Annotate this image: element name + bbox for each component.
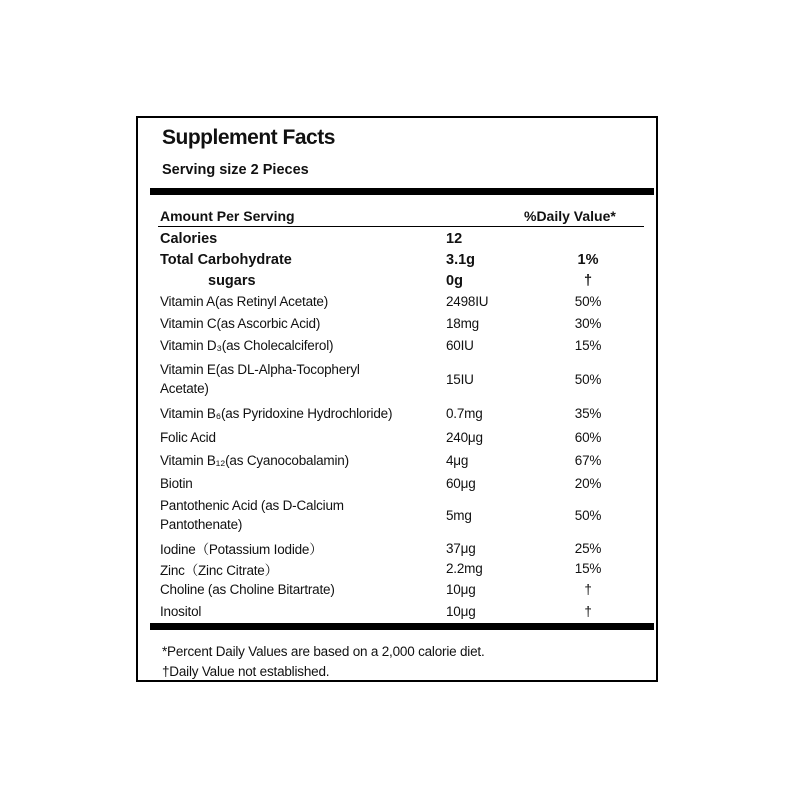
nutrient-amount: 5mg [446, 507, 472, 523]
nutrient-name: Calories [160, 231, 218, 247]
header-rule [158, 226, 644, 227]
nutrient-amount: 60μg [446, 475, 476, 491]
table-row [138, 558, 656, 579]
table-row [138, 494, 656, 536]
table-row [138, 402, 656, 424]
nutrient-daily-value: 50% [574, 293, 602, 309]
table-row [138, 290, 656, 312]
nutrient-name: Inositol [160, 603, 202, 619]
nutrient-daily-value: 15% [574, 561, 602, 576]
footnote-daily-value-not-established: †Daily Value not established. [162, 664, 330, 679]
top-thick-rule [150, 188, 654, 195]
table-row [138, 600, 656, 622]
table-row [138, 426, 656, 448]
nutrient-daily-value: 30% [574, 315, 602, 331]
nutrient-daily-value: † [584, 581, 592, 597]
nutrient-amount: 0g [446, 272, 463, 289]
table-row [138, 334, 656, 356]
nutrient-amount: 10μg [446, 581, 476, 597]
nutrient-daily-value: 67% [574, 452, 602, 468]
table-row [138, 578, 656, 600]
nutrient-amount: 15IU [446, 371, 474, 387]
nutrient-amount: 0.7mg [446, 405, 483, 421]
nutrient-daily-value: 20% [574, 475, 602, 491]
nutrient-daily-value: † [584, 603, 592, 619]
nutrient-amount: 2.2mg [446, 561, 483, 576]
table-row [138, 312, 656, 334]
label-title: Supplement Facts [162, 126, 335, 149]
table-row [138, 358, 656, 400]
supplement-facts-panel [136, 116, 658, 682]
nutrient-name: Vitamin A(as Retinyl Acetate) [160, 293, 329, 309]
nutrient-amount: 10μg [446, 603, 476, 619]
daily-value-header: %Daily Value* [524, 208, 616, 224]
nutrient-name: Iodine（Potassium Iodide） [160, 542, 323, 557]
nutrient-name: Vitamin B₁₂(as Cyanocobalamin) [160, 452, 349, 468]
nutrient-daily-value: 60% [574, 429, 602, 445]
nutrient-amount: 3.1g [446, 251, 476, 268]
nutrient-name: Total Carbohydrate [160, 251, 292, 268]
nutrient-daily-value: 1% [577, 251, 599, 268]
nutrient-amount: 2498IU [446, 293, 489, 309]
nutrient-name: Biotin [160, 475, 193, 491]
nutrient-name: Pantothenic Acid (as D-Calcium Pantothenate) [160, 498, 344, 532]
nutrient-amount: 240μg [446, 429, 483, 445]
nutrient-daily-value: 35% [574, 405, 602, 421]
nutrient-name: Vitamin C(as Ascorbic Acid) [160, 315, 321, 331]
nutrient-daily-value: 50% [574, 371, 602, 387]
serving-size: Serving size 2 Pieces [162, 162, 309, 178]
nutrient-name: Choline (as Choline Bitartrate) [160, 581, 335, 597]
nutrient-name: Vitamin E(as DL-Alpha-Tocopheryl Acetate) [160, 362, 360, 396]
nutrient-daily-value [538, 228, 638, 250]
amount-per-serving-header: Amount Per Serving [160, 208, 295, 224]
nutrient-name: Folic Acid [160, 429, 216, 445]
nutrient-name: Vitamin D₃(as Cholecalciferol) [160, 337, 334, 353]
nutrient-daily-value: † [583, 272, 593, 289]
table-row [138, 270, 656, 291]
nutrient-daily-value: 50% [574, 507, 602, 523]
nutrient-amount: 60IU [446, 337, 474, 353]
table-row [138, 449, 656, 471]
table-row [138, 537, 656, 559]
nutrient-daily-value: 25% [574, 540, 602, 556]
nutrient-amount: 37μg [446, 540, 476, 556]
nutrient-name: sugars [208, 272, 256, 289]
table-row [138, 472, 656, 494]
nutrient-name: Vitamin B₆(as Pyridoxine Hydrochloride) [160, 405, 393, 421]
nutrient-name: Zinc（Zinc Citrate） [160, 562, 278, 578]
nutrient-amount: 12 [446, 231, 463, 247]
bottom-thick-rule [150, 623, 654, 630]
nutrient-amount: 18mg [446, 315, 479, 331]
nutrient-amount: 4μg [446, 452, 469, 468]
nutrient-daily-value: 15% [574, 337, 602, 353]
footnote-percent-daily-value: *Percent Daily Values are based on a 2,000 calorie diet. [162, 644, 485, 659]
table-row [138, 228, 656, 250]
table-row [138, 249, 656, 270]
